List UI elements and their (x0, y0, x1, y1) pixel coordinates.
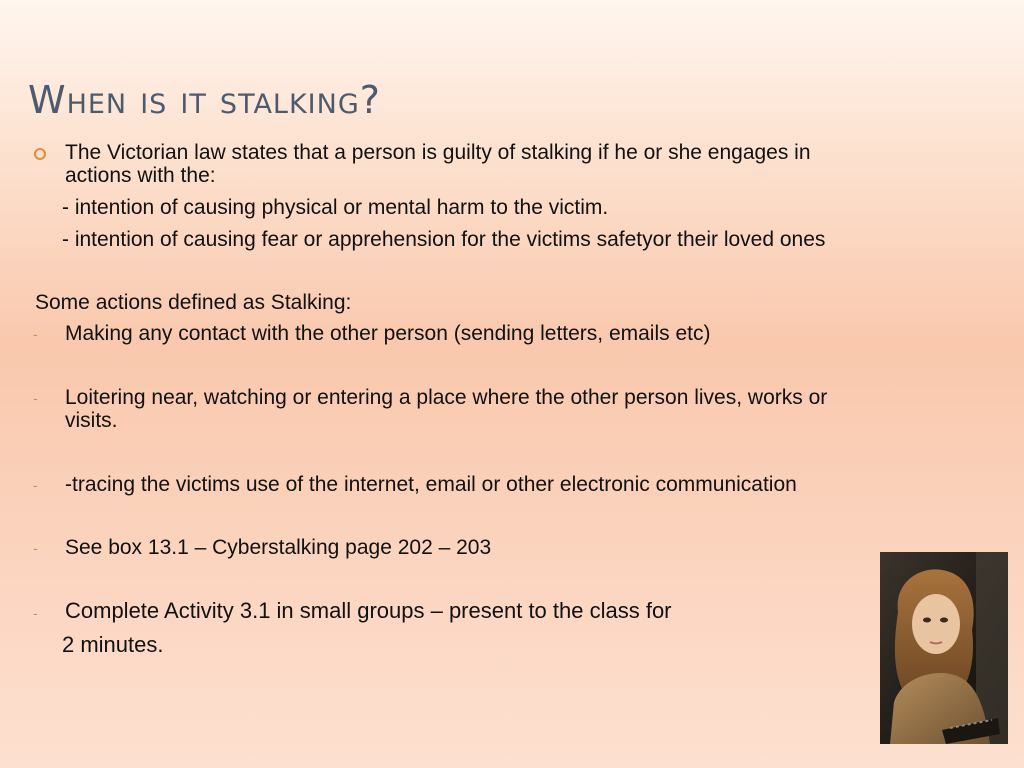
action-item-loitering: Loitering near, watching or entering a place where the other person lives, works or (65, 386, 828, 409)
dash-bullet: - (33, 326, 38, 342)
bullet-text-line1: The Victorian law states that a person is guilty of stalking if he or she engages in (65, 141, 811, 164)
action-item-activity: Complete Activity 3.1 in small groups – present to the class for (65, 598, 672, 623)
section-heading: Some actions defined as Stalking: (35, 291, 352, 314)
action-item-tracing: -tracing the victims use of the internet, email or other electronic communication (65, 473, 797, 496)
bullet-circle-icon (34, 148, 46, 160)
bullet-text-line2: actions with the: (65, 164, 216, 187)
sub-point-fear: - intention of causing fear or apprehension for the victims safetyor their loved ones (62, 228, 826, 251)
dash-bullet: - (33, 477, 38, 493)
action-item-see-box: See box 13.1 – Cyberstalking page 202 – 203 (65, 536, 492, 559)
action-item-loitering-cont: visits. (65, 409, 118, 432)
action-item-activity-cont: 2 minutes. (62, 632, 164, 657)
action-item-contact: Making any contact with the other person (sending letters, emails etc) (65, 322, 711, 345)
dash-bullet: - (33, 605, 38, 621)
dash-bullet: - (33, 540, 38, 556)
woman-photo (880, 552, 1008, 744)
sub-point-harm: - intention of causing physical or mental harm to the victim. (62, 196, 609, 219)
slide-title: When is it stalking? (28, 78, 381, 122)
dash-bullet: - (33, 390, 38, 406)
